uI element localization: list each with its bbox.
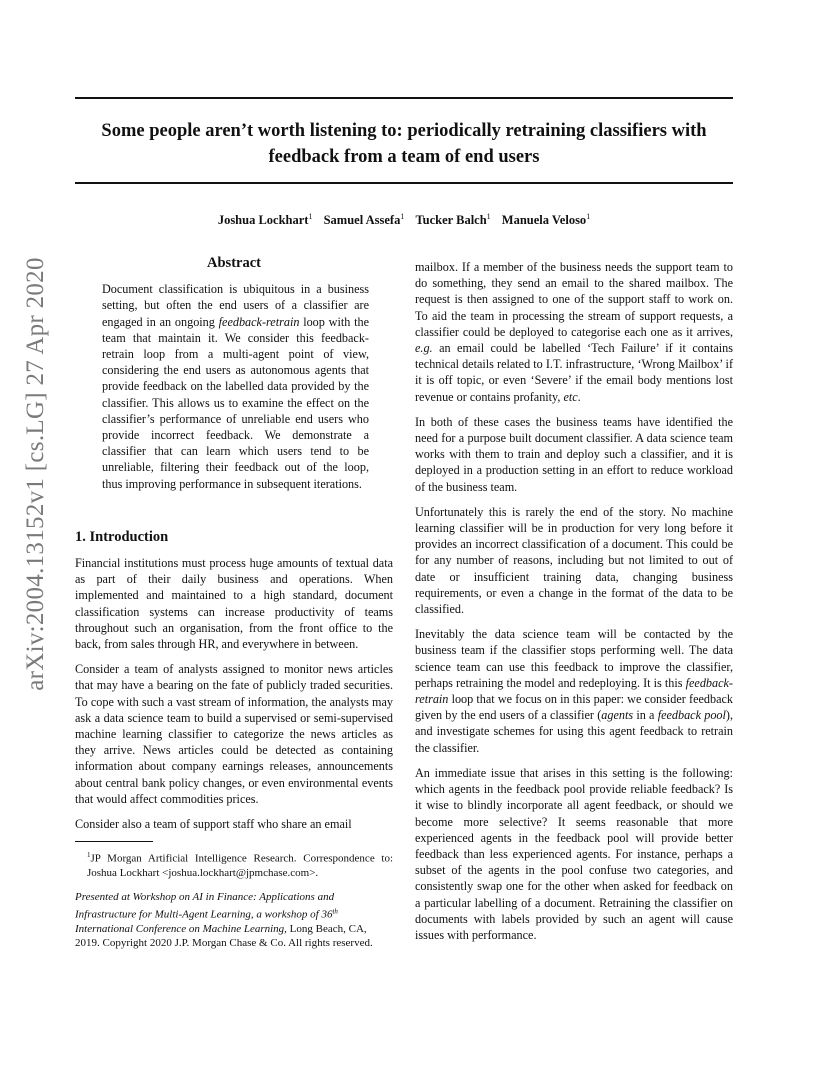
paragraph-text: Inevitably the data science team will be contacted by the business team if the classifier stops performing well. The data science team can use this feedback to improve the classifier, perhaps retraining the model and redeploying. It is this <box>415 627 733 690</box>
paper-title: Some people aren’t worth listening to: periodically retraining classifiers with feedback from a team of end users <box>101 121 707 167</box>
paragraph-text: ), and investigate schemes for using this agent feedback to retrain the classifier. <box>415 708 733 755</box>
author <box>324 213 405 227</box>
author-name: Tucker Balch <box>415 213 487 228</box>
title-rule-bottom <box>75 182 733 184</box>
workshop-notice-emphasis: International Conference on Machine Learning, <box>75 922 287 935</box>
paragraph <box>415 626 733 756</box>
workshop-notice-text: Long Beach, CA, 2019. Copyright 2020 J.P. Morgan Chase & Co. All rights reserved. <box>75 922 373 949</box>
paragraph-emphasis: agents <box>601 708 634 723</box>
paragraph <box>415 259 733 405</box>
right-column <box>415 259 733 952</box>
paragraph: In both of these cases the business teams have identified the need for a purpose built document classifier. A data science team works with them to train and deploy such a classifier, and it is deployed in a production setting in an effort to reduce workload of the business team. <box>415 414 733 494</box>
author-affiliation: 1 <box>308 212 313 221</box>
footnote-mark: 1 <box>87 851 91 860</box>
paragraph-emphasis: feedback pool <box>657 708 726 723</box>
paragraph: Financial institutions must process huge amounts of textual data as part of their daily business and operations. When implemented and maintained to a high standard, document classification systems can increase productivity of teams throughout such an organisation, from the front office to the back, from sales through HR, and everywhere in between. <box>75 556 393 652</box>
paragraph: Consider a team of analysts assigned to monitor news articles that may have a bearing on the fate of publicly traded securities. To cope with such a vast stream of information, the analysts may ask a data science team to build a supervised or semi-supervised machine learning classifier to categorize the news articles as they arrive. News articles could be detected as containing information about company earnings releases, announcements about central bank policy changes, or even environmental events that would affect commodities prices. <box>75 662 393 806</box>
author <box>415 213 490 227</box>
author-name: Manuela Veloso <box>501 213 587 228</box>
paragraph-emphasis: feedback-retrain <box>415 675 733 707</box>
abstract-text: Document classification is ubiquitous in a business setting, but often the end users of a classifier are engaged in an ongoing <box>102 282 369 329</box>
ordinal-superscript: th <box>332 906 338 915</box>
author-affiliation: 1 <box>586 212 591 221</box>
paragraph-text: in a <box>633 708 658 723</box>
author-affiliation: 1 <box>486 212 491 221</box>
paragraph-text: mailbox. If a member of the business needs the support team to do something, they send an email to the shared mailbox. The request is then assigned to one of the support staff to work on. To aid the team in processing the stream of support requests, a classifier could be deployed to categorise each one as it arrives, <box>415 260 733 339</box>
paragraph: Consider also a team of support staff who share an email <box>75 817 352 832</box>
left-column <box>75 255 393 950</box>
paragraph: An immediate issue that arises in this setting is the following: which agents in the feedback pool provide reliable feedback? Is it wise to blindly incorporate all agent feedback, or should we become more selective? It seems reasonable that more experienced agents in the feedback pool will provide better feedback than less experienced agents. For instance, perhaps a subset of the agents in the pool confuse two categories, and consistently swap one for the other when asked for feedback on a particular labelling of a document. Retraining the classifier on documents with labels provided by such an agent will cause issues with performance. <box>415 765 733 942</box>
paragraph-text: an email could be labelled ‘Tech Failure’ if it contains technical details related to I.T. infrastructure, ‘Wrong Mailbox’ if it is off topic, or even ‘Severe’ if the email body mentions lost revenue or contains profanity, <box>415 341 733 404</box>
section-heading-introduction: 1. Introduction <box>75 528 169 545</box>
author <box>218 213 313 227</box>
footnote <box>75 848 393 880</box>
author-list <box>75 212 733 228</box>
workshop-notice <box>75 890 393 950</box>
paragraph-text: . <box>577 389 581 404</box>
paragraph-text: loop that we focus on in this paper: we consider feedback given by the end users of a classifier ( <box>415 692 733 723</box>
arxiv-stamp-text: arXiv:2004.13152v1 [cs.LG] 27 Apr 2020 <box>22 257 49 691</box>
footnote-rule <box>75 841 153 842</box>
footnote-text: JP Morgan Artificial Intelligence Research. Correspondence to: Joshua Lockhart <joshua.lockhart@jpmchase.com>. <box>87 852 393 879</box>
author-name: Joshua Lockhart <box>217 213 309 228</box>
workshop-notice-emphasis: Presented at Workshop on AI in Finance: Applications and Infrastructure for Multi-Agent Learning, a workshop of 36 <box>75 890 335 921</box>
paragraph-emphasis: e.g. <box>415 341 433 356</box>
paragraph: Unfortunately this is rarely the end of the story. No machine learning classifier will be in production for very long before it provides an incorrect classification of a document. This could be for any number of reasons, including but not limited to out of date or insufficient training data, changing business requirements, or even a change in the format of the data to be classified. <box>415 504 733 617</box>
abstract-text: loop with the team that maintain it. We consider this feedback-retrain loop from a multi-agent point of view, considering the end users as autonomous agents that provide feedback on the labelled data provided by the classifier. This allows us to examine the effect on the classifier’s performance of unreliable end users who provide incorrect feedback. We demonstrate a classifier that can learn which users tend to be unreliable, filtering their feedback out of the loop, thus improving performance in subsequent iterations. <box>102 314 369 491</box>
title-rule-top <box>75 97 733 99</box>
author-affiliation: 1 <box>400 212 405 221</box>
abstract-emphasis: feedback-retrain <box>218 314 300 329</box>
abstract-body <box>102 281 369 492</box>
abstract-heading: Abstract <box>207 255 261 271</box>
author <box>502 213 590 227</box>
author-name: Samuel Assefa <box>323 213 401 228</box>
paragraph-emphasis: etc <box>563 389 578 404</box>
